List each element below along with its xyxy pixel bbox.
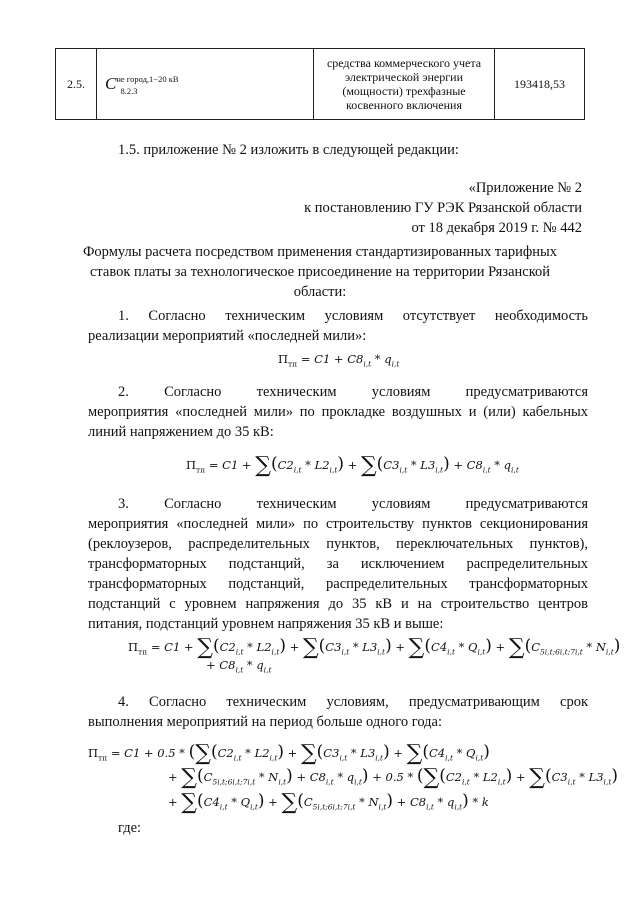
item-4-line-2: выполнения мероприятий на период больше одного года: [88, 714, 442, 730]
item-3-text [88, 494, 588, 634]
item-3-line-5: трансформаторных подстанций, распределительных трансформаторных [88, 576, 588, 592]
rate-code-letter: C [105, 74, 117, 93]
formula-4: $П_{тп} = C1 + 0.5 * (\sum(C2_{i,t} * L2_{i,t}) + \sum(C3_{i,t} * L3_{i,t}) + \sum(C4_{i,t} * Q_{i,t})$ + $\sum(C_{5i,t;6i,t;7i,t} * N_{i,t}) + C8_{i,t} * q_{i,t}) + 0.5 * (\sum(C2_{i,t} * L2_{i,t}) + \sum(C3_{i,t} * L3_{i,t})$ + $\sum(C4_{i,t} * Q_{i,t}) + \sum(C_{5i,t;6i,t;7i,t} * N_{i,t}) + C8_{i,t} * q_{i,t}) * k$ [88, 741, 618, 815]
row-number: 2.5. [56, 49, 97, 120]
section-title [55, 242, 585, 302]
item-2-line-2: мероприятия «последней мили» по прокладке воздушных и (или) кабельных [88, 404, 588, 420]
appendix-line-1: «Приложение № 2 [468, 180, 582, 196]
section-title-line-1: Формулы расчета посредством применения стандартизированных тарифных [82, 244, 558, 260]
where-label: где: [118, 820, 142, 836]
item-4-text [88, 692, 588, 732]
item-1-line-2: реализации мероприятий «последней мили»: [88, 328, 367, 344]
formula-1: $П_{тп} = C1 + C8_{i,t} * q_{i,t}$ [278, 352, 400, 369]
rate-code-superscript: не город,1−20 кВ [116, 74, 179, 84]
section-title-line-3: области: [293, 284, 347, 300]
appendix-line-2: к постановлению ГУ РЭК Рязанской области [304, 200, 582, 216]
item-3-line-4: трансформаторных подстанций, за исключением распределительных [88, 556, 588, 572]
item-2-text [88, 382, 588, 442]
item-3-line-7: питания, подстанций уровнем напряжения 35 кВ и выше: [88, 616, 444, 632]
item-1-text [88, 306, 588, 346]
table-row [56, 49, 585, 120]
formula-3: $П_{тп} = C1 + \sum(C2_{i,t} * L2_{i,t}) + \sum(C3_{i,t} * L3_{i,t}) + \sum(C4_{i,t} * Q_{i,t}) + \sum(C_{5i,t;6i,t;7i,t} * N_{i,t})$ + $C8_{i,t} * q_{i,t}$ [128, 635, 621, 675]
item-2-line-1: 2. Согласно техническим условиям предусматриваются [118, 384, 588, 400]
rate-code-subscript: 8.2.3 [120, 86, 138, 96]
item-4-line-1: 4. Согласно техническим условиям, предусматривающим срок [118, 694, 588, 710]
rate-code [97, 49, 314, 120]
item-2-line-3: линий напряжением до 35 кВ: [88, 424, 274, 440]
item-3-line-1: 3. Согласно техническим условиям предусматриваются [118, 496, 588, 512]
item-3-line-2: мероприятия «последней мили» по строительству пунктов секционирования [88, 516, 588, 532]
appendix-line-3: от 18 декабря 2019 г. № 442 [411, 220, 582, 236]
tariff-table [55, 48, 585, 120]
item-3-line-3: (реклоузеров, распределительных пунктов, переключательных пунктов), [88, 536, 588, 552]
rate-description: средства коммерческого учета электрической энергии (мощности) трехфазные косвенного включения [314, 49, 495, 120]
formula-2: $П_{тп} = C1 + \sum(C2_{i,t} * L2_{i,t}) + \sum(C3_{i,t} * L3_{i,t}) + C8_{i,t} * q_{i,t}$ [186, 453, 519, 478]
rate-value: 193418,53 [495, 49, 585, 120]
intro-text: 1.5. приложение № 2 изложить в следующей редакции: [118, 142, 459, 158]
section-title-line-2: ставок платы за технологическое присоединение на территории Рязанской [89, 264, 551, 280]
item-1-line-1: 1. Согласно техническим условиям отсутствует необходимость [118, 308, 588, 324]
item-3-line-6: подстанций с уровнем напряжения до 35 кВ и на строительство центров [88, 596, 588, 612]
